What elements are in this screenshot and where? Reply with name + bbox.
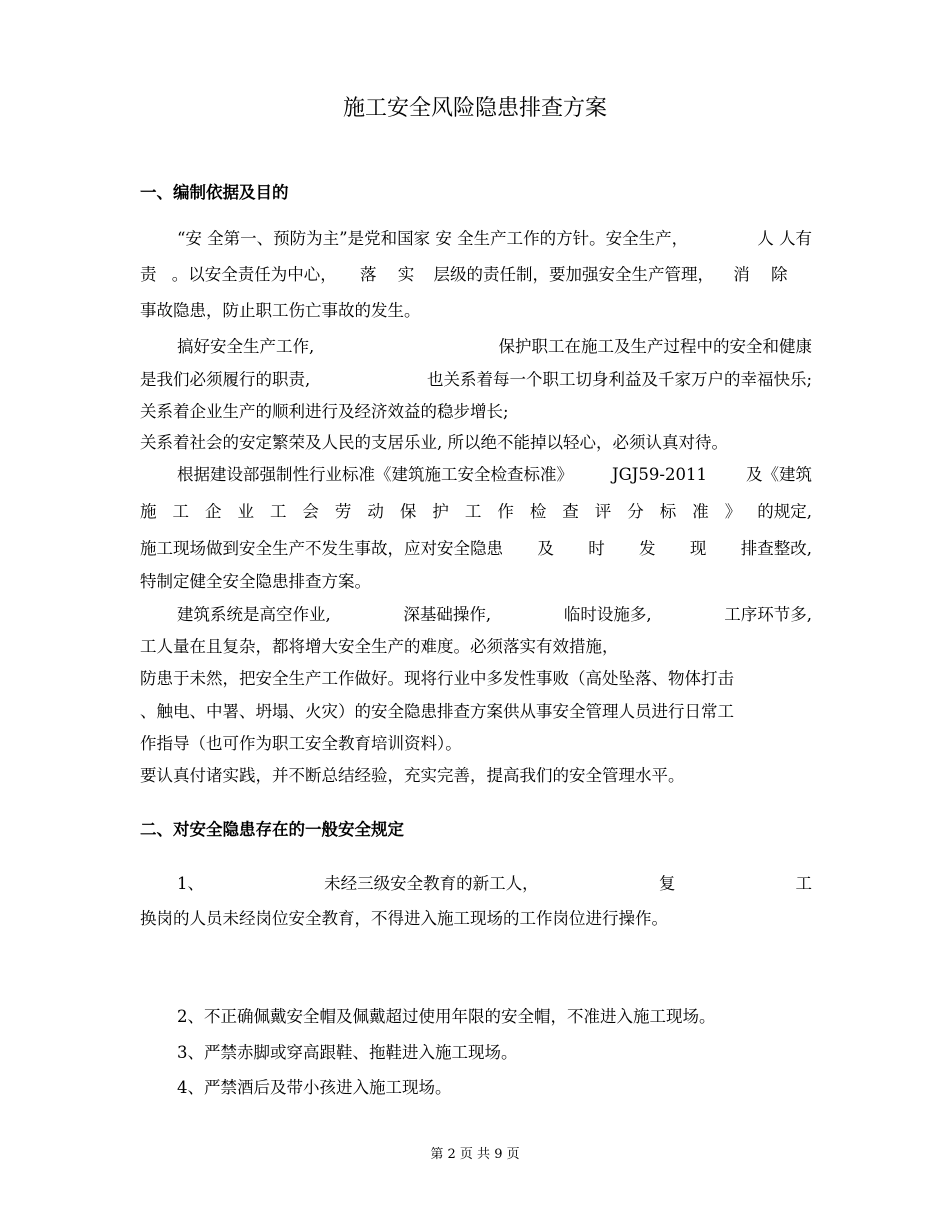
text-segment: 。以安全责任为中心， [171, 265, 337, 284]
text-segment: 》 [724, 502, 742, 521]
text-segment: 施工现场做到安全生产不发生事故，应对安全隐患 [140, 539, 503, 558]
text-segment: 未经三级安全教育的新工人， [324, 874, 539, 893]
text-segment: 及《建筑 [745, 465, 812, 484]
paragraph-line [177, 605, 812, 625]
paragraph-line [177, 465, 812, 485]
text-segment: 企 [204, 502, 222, 521]
text-segment: 根据建设部强制性行业标准《建筑施工安全检查标准》 [177, 465, 573, 484]
text-segment: 工 [464, 502, 482, 521]
text-segment: 也关系着每一个职工切身利益及千家万户的幸福快乐; [426, 370, 812, 389]
text-segment: 会 [302, 502, 319, 521]
text-segment: 评 [594, 502, 612, 521]
text-segment: 建筑系统是高空作业, [177, 605, 331, 624]
section-heading-1: 一、编制依据及目的 [140, 183, 289, 202]
text-segment: 深基础操作, [403, 605, 492, 624]
text-segment: 的规定, [757, 502, 812, 521]
text-segment: 复 [658, 874, 676, 893]
list-item: 4、严禁酒后及带小孩进入施工现场。 [177, 1078, 452, 1097]
text-segment: 作 [497, 502, 514, 521]
paragraph-line [140, 370, 812, 390]
text-segment: 劳 [334, 502, 352, 521]
paragraph-line: 要认真付诸实践，并不断总结经验，充实完善，提高我们的安全管理水平。 [140, 766, 685, 785]
paragraph-line: 作指导（也可作为职工安全教育培训资料）。 [140, 734, 462, 753]
text-segment: 业 [237, 502, 254, 521]
text-segment: 消 [733, 265, 750, 284]
section-heading-2: 二、对安全隐患存在的一般安全规定 [140, 820, 404, 839]
paragraph-line: 防患于未然，把安全生产工作做好。现将行业中多发性事败（高处坠落、物体打击 [140, 669, 734, 688]
text-segment: 除 [771, 265, 788, 284]
text-segment: 现 [689, 539, 707, 558]
list-item-line [177, 874, 812, 894]
list-item: 2、不正确佩戴安全帽及佩戴超过使用年限的安全帽，不准进入施工现场。 [177, 1007, 716, 1026]
text-segment: 时 [588, 539, 605, 558]
text-segment: 是我们必须履行的职责, [140, 370, 311, 389]
text-segment: 责 [140, 265, 157, 284]
text-segment: 动 [367, 502, 384, 521]
text-segment: 人 人有 [757, 229, 812, 248]
text-segment: 保护职工在施工及生产过程中的安全和健康 [498, 337, 812, 356]
text-segment: 施 [140, 502, 157, 521]
paragraph-line: 工人量在且复杂，都将增大安全生产的难度。必须落实有效措施， [140, 637, 619, 656]
paragraph-line [177, 229, 812, 249]
document-title: 施工安全风险隐患排查方案 [342, 96, 607, 121]
list-item-line: 换岗的人员未经岗位安全教育，不得进入施工现场的工作岗位进行操作。 [140, 909, 668, 928]
paragraph-line: 关系着社会的安定繁荣及人民的支居乐业, 所以绝不能掉以轻心，必须认真对待。 [140, 433, 728, 452]
paragraph-line: 事故隐患，防止职工伤亡事故的发生。 [140, 301, 421, 320]
text-segment: 1、 [177, 874, 204, 893]
page-footer: 第 2 页 共 9 页 [430, 1147, 520, 1162]
text-segment: 临时设施多, [563, 605, 652, 624]
paragraph-line: 特制定健全安全隐患排查方案。 [140, 572, 371, 591]
paragraph-line [140, 502, 812, 522]
text-segment: 分 [627, 502, 644, 521]
text-segment: JGJ59-2011 [612, 465, 707, 484]
text-segment: 排查整改, [740, 539, 812, 558]
text-segment: 准 [692, 502, 709, 521]
text-segment: 工 [172, 502, 189, 521]
text-segment: 落 [360, 265, 377, 284]
text-segment: 工 [795, 874, 812, 893]
paragraph-line [140, 539, 812, 559]
list-item: 3、严禁赤脚或穿高跟鞋、拖鞋进入施工现场。 [177, 1043, 518, 1062]
text-segment: 及 [537, 539, 554, 558]
text-segment: 发 [639, 539, 656, 558]
text-segment: 工 [269, 502, 287, 521]
paragraph-line: 、触电、中署、坍塌、火灾）的安全隐患排查方案供从事安全管理人员进行日常工 [140, 702, 734, 721]
paragraph-line: 关系着企业生产的顺利进行及经济效益的稳步增长; [140, 402, 509, 421]
paragraph-line [177, 337, 812, 357]
text-segment: 标 [659, 502, 677, 521]
text-segment: 保 [399, 502, 417, 521]
text-segment: “安 全第一、预防为主”是党和国家 安 全生产工作的方针。安全生产， [177, 229, 689, 248]
text-segment: 查 [562, 502, 579, 521]
paragraph-line [140, 265, 812, 285]
text-segment: 工序环节多, [724, 605, 812, 624]
text-segment: 层级的责任制，要加强安全生产管理， [433, 265, 714, 284]
text-segment: 护 [432, 502, 449, 521]
text-segment: 实 [397, 265, 415, 284]
text-segment: 搞好安全生产工作, [177, 337, 315, 356]
text-segment: 检 [529, 502, 547, 521]
